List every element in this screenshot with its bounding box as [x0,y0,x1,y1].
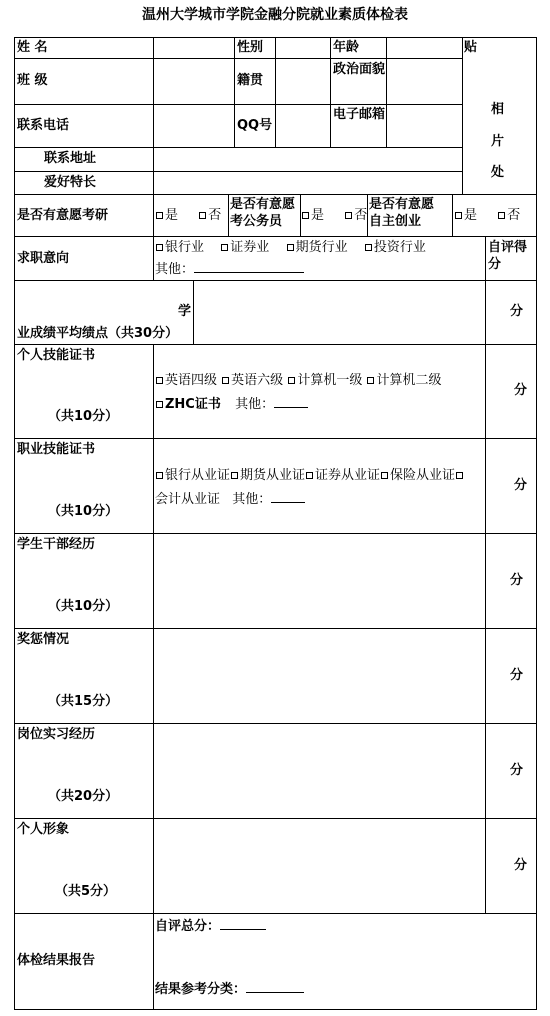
name-label: 姓 名 [17,40,48,55]
internship-label: 岗位实习经历 [17,727,96,742]
politics-label: 政治面貌 [333,62,386,77]
professional-label: 职业技能证书 [17,442,96,457]
skills-options-line2: ZHC证书 其他： [155,394,308,413]
photo-label-3: 处 [491,165,505,180]
cadre-points: （共10分） [48,599,119,614]
age-field[interactable] [387,38,462,58]
address-field[interactable] [154,148,462,171]
email-field[interactable] [387,105,462,147]
career-options: 银行业 证券业 期货行业 投资行业 [155,239,426,256]
career-investment-checkbox[interactable] [365,244,372,251]
zhc-checkbox[interactable] [156,401,163,408]
career-securities-checkbox[interactable] [221,244,228,251]
photo-label-top: 贴 [464,40,478,55]
address-label: 联系地址 [44,151,97,166]
qq-field[interactable] [276,105,330,147]
gender-label: 性别 [237,40,264,55]
image-label: 个人形象 [17,822,70,837]
skills-label: 个人技能证书 [17,348,96,363]
computer-level1-checkbox[interactable] [288,377,295,384]
phone-label: 联系电话 [17,118,70,133]
cet4-checkbox[interactable] [156,377,163,384]
awards-points: （共15分） [48,694,119,709]
gpa-label-top: 学 [178,304,192,319]
awards-label: 奖惩情况 [17,632,70,647]
class-label: 班 级 [17,73,48,88]
internship-points: （共20分） [48,789,119,804]
hobby-label: 爱好特长 [44,175,97,190]
startup-options: 是 否 [454,207,520,224]
image-score-unit: 分 [514,858,528,873]
internship-score-unit: 分 [510,763,524,778]
civil-service-label: 是否有意愿考公务员 [230,197,296,229]
accounting-cert-checkbox[interactable] [456,472,463,479]
career-futures-checkbox[interactable] [287,244,294,251]
insurance-cert-checkbox[interactable] [381,472,388,479]
professional-options-line2: 会计从业证 其他： [155,489,305,508]
grad-study-label: 是否有意愿考研 [17,208,109,223]
internship-field[interactable] [154,724,485,818]
report-category: 结果参考分类： [155,979,304,998]
politics-field[interactable] [387,59,462,104]
self-score-label: 自评得分 [488,240,528,272]
grad-no-checkbox[interactable] [199,212,206,219]
awards-field[interactable] [154,629,485,723]
email-label: 电子邮箱 [333,107,386,122]
gpa-field[interactable] [194,281,485,344]
skills-other-input[interactable] [274,394,308,408]
image-field[interactable] [154,819,485,913]
professional-other-input[interactable] [271,489,305,503]
civil-yes-checkbox[interactable] [302,212,309,219]
skills-points: （共10分） [48,409,119,424]
skills-options-line1: 英语四级 英语六级 计算机一级 计算机二级 [155,372,441,389]
origin-field[interactable] [276,59,330,104]
age-label: 年龄 [333,40,360,55]
phone-field[interactable] [154,105,234,147]
cadre-score-unit: 分 [510,573,524,588]
name-field[interactable] [154,38,234,58]
professional-score-unit: 分 [514,478,528,493]
image-points: （共5分） [55,884,117,899]
civil-service-options: 是 否 [301,207,367,224]
career-bank-checkbox[interactable] [156,244,163,251]
report-total: 自评总分： [155,916,266,935]
bank-cert-checkbox[interactable] [156,472,163,479]
professional-points: （共10分） [48,504,119,519]
photo-label-2: 片 [491,134,505,149]
startup-no-checkbox[interactable] [498,212,505,219]
awards-score-unit: 分 [510,668,524,683]
career-intent-label: 求职意向 [17,251,70,266]
cadre-label: 学生干部经历 [17,537,96,552]
grad-yes-checkbox[interactable] [156,212,163,219]
report-label: 体检结果报告 [17,953,96,968]
class-field[interactable] [154,59,234,104]
computer-level2-checkbox[interactable] [367,377,374,384]
futures-cert-checkbox[interactable] [231,472,238,479]
origin-label: 籍贯 [237,73,264,88]
skills-score-unit: 分 [514,383,528,398]
qq-label: QQ号 [237,118,273,133]
career-other: 其他： [155,259,304,278]
cadre-field[interactable] [154,534,485,628]
hobby-field[interactable] [154,172,462,194]
startup-yes-checkbox[interactable] [455,212,462,219]
startup-label: 是否有意愿自主创业 [369,197,435,229]
gpa-label: 业成绩平均绩点（共30分） [17,326,179,341]
form-title: 温州大学城市学院金融分院就业素质体检表 [142,7,408,23]
photo-label-1: 相 [491,102,505,117]
grad-study-options: 是 否 [155,207,221,224]
securities-cert-checkbox[interactable] [306,472,313,479]
civil-no-checkbox[interactable] [345,212,352,219]
cet6-checkbox[interactable] [222,377,229,384]
professional-options-line1: 银行从业证 期货从业证 证券从业证 保险从业证 [155,467,465,484]
career-other-input[interactable] [194,259,304,273]
total-score-input[interactable] [220,916,266,930]
gpa-score-unit: 分 [510,304,524,319]
gender-field[interactable] [276,38,330,58]
category-input[interactable] [246,979,304,993]
